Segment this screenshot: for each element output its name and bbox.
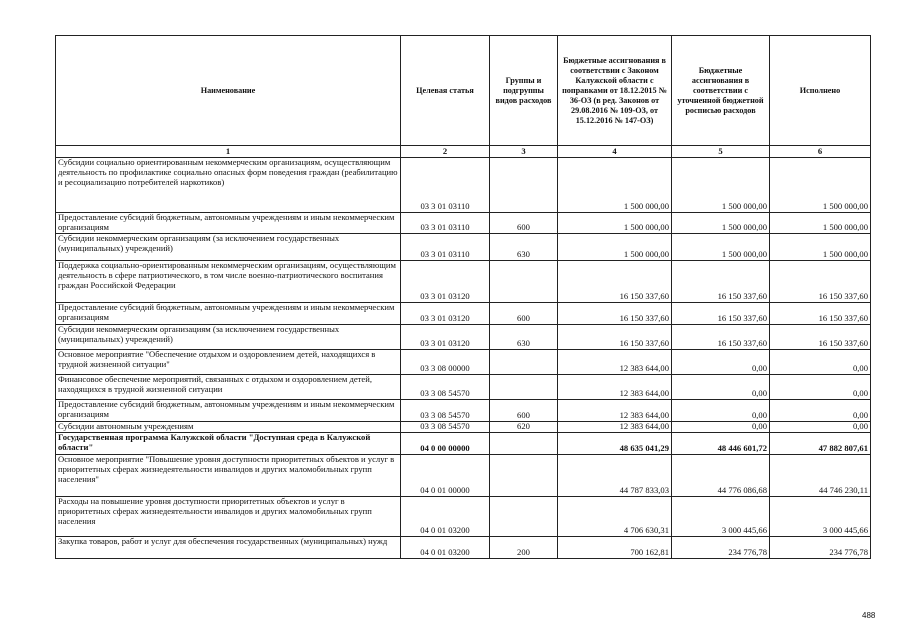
row-schedule-amount: 0,00 (672, 422, 770, 433)
row-schedule-amount: 0,00 (672, 350, 770, 375)
row-name: Расходы на повышение уровня доступности приоритетных объектов и услуг в приоритетных сферах жизнедеятельности инвалидов и других маломобильных групп населения (56, 497, 401, 537)
row-law-amount: 700 162,81 (558, 537, 672, 559)
row-executed-amount: 1 500 000,00 (770, 158, 871, 213)
table-row (56, 497, 871, 537)
row-executed-amount: 1 500 000,00 (770, 213, 871, 234)
table-body (56, 158, 871, 559)
row-group-code (490, 375, 558, 400)
row-target-code: 03 3 01 03120 (401, 325, 490, 350)
header-name: Наименование (56, 36, 401, 146)
row-name: Основное мероприятие "Повышение уровня доступности приоритетных объектов и услуг в приоритетных сферах жизнедеятельности инвалидов и других маломобильных групп населения" (56, 455, 401, 497)
row-target-code: 04 0 01 00000 (401, 455, 490, 497)
table-row (56, 375, 871, 400)
row-law-amount: 16 150 337,60 (558, 303, 672, 325)
row-executed-amount: 1 500 000,00 (770, 234, 871, 261)
row-executed-amount: 234 776,78 (770, 537, 871, 559)
row-schedule-amount: 1 500 000,00 (672, 158, 770, 213)
table-row (56, 400, 871, 422)
row-law-amount: 16 150 337,60 (558, 261, 672, 303)
row-group-code: 630 (490, 325, 558, 350)
row-law-amount: 44 787 833,03 (558, 455, 672, 497)
table-row (56, 213, 871, 234)
row-group-code: 600 (490, 213, 558, 234)
row-name: Основное мероприятие "Обеспечение отдыхом и оздоровлением детей, находящихся в трудной жизненной ситуации" (56, 350, 401, 375)
row-name: Предоставление субсидий бюджетным, автономным учреждениям и иным некоммерческим организациям (56, 213, 401, 234)
row-name: Субсидии автономным учреждениям (56, 422, 401, 433)
row-group-code (490, 497, 558, 537)
column-number-row (56, 146, 871, 158)
row-schedule-amount: 3 000 445,66 (672, 497, 770, 537)
column-number: 2 (401, 146, 490, 158)
row-name: Предоставление субсидий бюджетным, автономным учреждениям и иным некоммерческим организациям (56, 303, 401, 325)
row-executed-amount: 0,00 (770, 375, 871, 400)
row-law-amount: 1 500 000,00 (558, 234, 672, 261)
row-schedule-amount: 16 150 337,60 (672, 303, 770, 325)
header-groups: Группы и подгруппы видов расходов (490, 36, 558, 146)
row-target-code: 03 3 01 03110 (401, 158, 490, 213)
table-row (56, 433, 871, 455)
row-group-code (490, 433, 558, 455)
row-group-code: 620 (490, 422, 558, 433)
row-executed-amount: 16 150 337,60 (770, 325, 871, 350)
row-schedule-amount: 234 776,78 (672, 537, 770, 559)
row-name: Закупка товаров, работ и услуг для обеспечения государственных (муниципальных) нужд (56, 537, 401, 559)
row-group-code: 600 (490, 400, 558, 422)
row-target-code: 04 0 01 03200 (401, 497, 490, 537)
header-law: Бюджетные ассигнования в соответствии с Законом Калужской области с поправками от 18.12.2015 № 36-ОЗ (в ред. Законов от 29.08.2016 № 109-ОЗ, от 15.12.2016 № 147-ОЗ) (558, 36, 672, 146)
table-row (56, 455, 871, 497)
row-law-amount: 48 635 041,29 (558, 433, 672, 455)
header-executed: Исполнено (770, 36, 871, 146)
row-law-amount: 12 383 644,00 (558, 375, 672, 400)
row-executed-amount: 16 150 337,60 (770, 261, 871, 303)
row-law-amount: 12 383 644,00 (558, 350, 672, 375)
table-row (56, 158, 871, 213)
row-group-code (490, 158, 558, 213)
row-executed-amount: 47 882 807,61 (770, 433, 871, 455)
row-target-code: 03 3 08 54570 (401, 400, 490, 422)
row-target-code: 03 3 01 03120 (401, 261, 490, 303)
row-target-code: 03 3 08 54570 (401, 375, 490, 400)
row-schedule-amount: 1 500 000,00 (672, 234, 770, 261)
row-group-code (490, 455, 558, 497)
row-group-code (490, 350, 558, 375)
row-executed-amount: 16 150 337,60 (770, 303, 871, 325)
row-schedule-amount: 0,00 (672, 375, 770, 400)
table-row (56, 261, 871, 303)
column-number: 6 (770, 146, 871, 158)
table-row (56, 234, 871, 261)
row-target-code: 03 3 08 00000 (401, 350, 490, 375)
row-target-code: 03 3 01 03110 (401, 234, 490, 261)
row-executed-amount: 0,00 (770, 350, 871, 375)
row-name: Субсидии некоммерческим организациям (за исключением государственных (муниципальных) учреждений) (56, 325, 401, 350)
table-row (56, 350, 871, 375)
row-schedule-amount: 16 150 337,60 (672, 325, 770, 350)
table-row (56, 303, 871, 325)
row-schedule-amount: 44 776 086,68 (672, 455, 770, 497)
row-executed-amount: 0,00 (770, 400, 871, 422)
table-row (56, 537, 871, 559)
row-name: Государственная программа Калужской области "Доступная среда в Калужской области" (56, 433, 401, 455)
row-group-code: 630 (490, 234, 558, 261)
row-law-amount: 16 150 337,60 (558, 325, 672, 350)
header-target: Целевая статья (401, 36, 490, 146)
row-schedule-amount: 0,00 (672, 400, 770, 422)
row-schedule-amount: 16 150 337,60 (672, 261, 770, 303)
row-name: Поддержка социально-ориентированным некоммерческим организациям, осуществляющим деятельность в сфере патриотического, в том числе военно-патриотического воспитания граждан Российской Федерации (56, 261, 401, 303)
budget-table (55, 35, 871, 559)
row-target-code: 03 3 08 54570 (401, 422, 490, 433)
row-law-amount: 1 500 000,00 (558, 158, 672, 213)
table-row (56, 325, 871, 350)
row-law-amount: 12 383 644,00 (558, 422, 672, 433)
column-number: 5 (672, 146, 770, 158)
row-schedule-amount: 48 446 601,72 (672, 433, 770, 455)
row-executed-amount: 0,00 (770, 422, 871, 433)
row-name: Финансовое обеспечение мероприятий, связанных с отдыхом и оздоровлением детей, находящихся в трудной жизненной ситуации (56, 375, 401, 400)
row-executed-amount: 44 746 230,11 (770, 455, 871, 497)
row-name: Субсидии некоммерческим организациям (за исключением государственных (муниципальных) учреждений) (56, 234, 401, 261)
page-number: 488 (862, 611, 876, 620)
header-schedule: Бюджетные ассигнования в соответствии с уточненной бюджетной росписью расходов (672, 36, 770, 146)
row-law-amount: 4 706 630,31 (558, 497, 672, 537)
column-number: 3 (490, 146, 558, 158)
column-number: 1 (56, 146, 401, 158)
table-row (56, 422, 871, 433)
row-group-code: 600 (490, 303, 558, 325)
row-schedule-amount: 1 500 000,00 (672, 213, 770, 234)
row-group-code (490, 261, 558, 303)
header-row (56, 36, 871, 146)
row-name: Субсидии социально ориентированным некоммерческим организациям, осуществляющим деятельность по профилактике социально опасных форм поведения граждан (реабилитацию и ресоциализацию потребителей наркотиков) (56, 158, 401, 213)
row-executed-amount: 3 000 445,66 (770, 497, 871, 537)
row-law-amount: 12 383 644,00 (558, 400, 672, 422)
column-number: 4 (558, 146, 672, 158)
row-target-code: 04 0 00 00000 (401, 433, 490, 455)
row-target-code: 03 3 01 03120 (401, 303, 490, 325)
row-target-code: 04 0 01 03200 (401, 537, 490, 559)
row-target-code: 03 3 01 03110 (401, 213, 490, 234)
row-law-amount: 1 500 000,00 (558, 213, 672, 234)
row-name: Предоставление субсидий бюджетным, автономным учреждениям и иным некоммерческим организациям (56, 400, 401, 422)
row-group-code: 200 (490, 537, 558, 559)
